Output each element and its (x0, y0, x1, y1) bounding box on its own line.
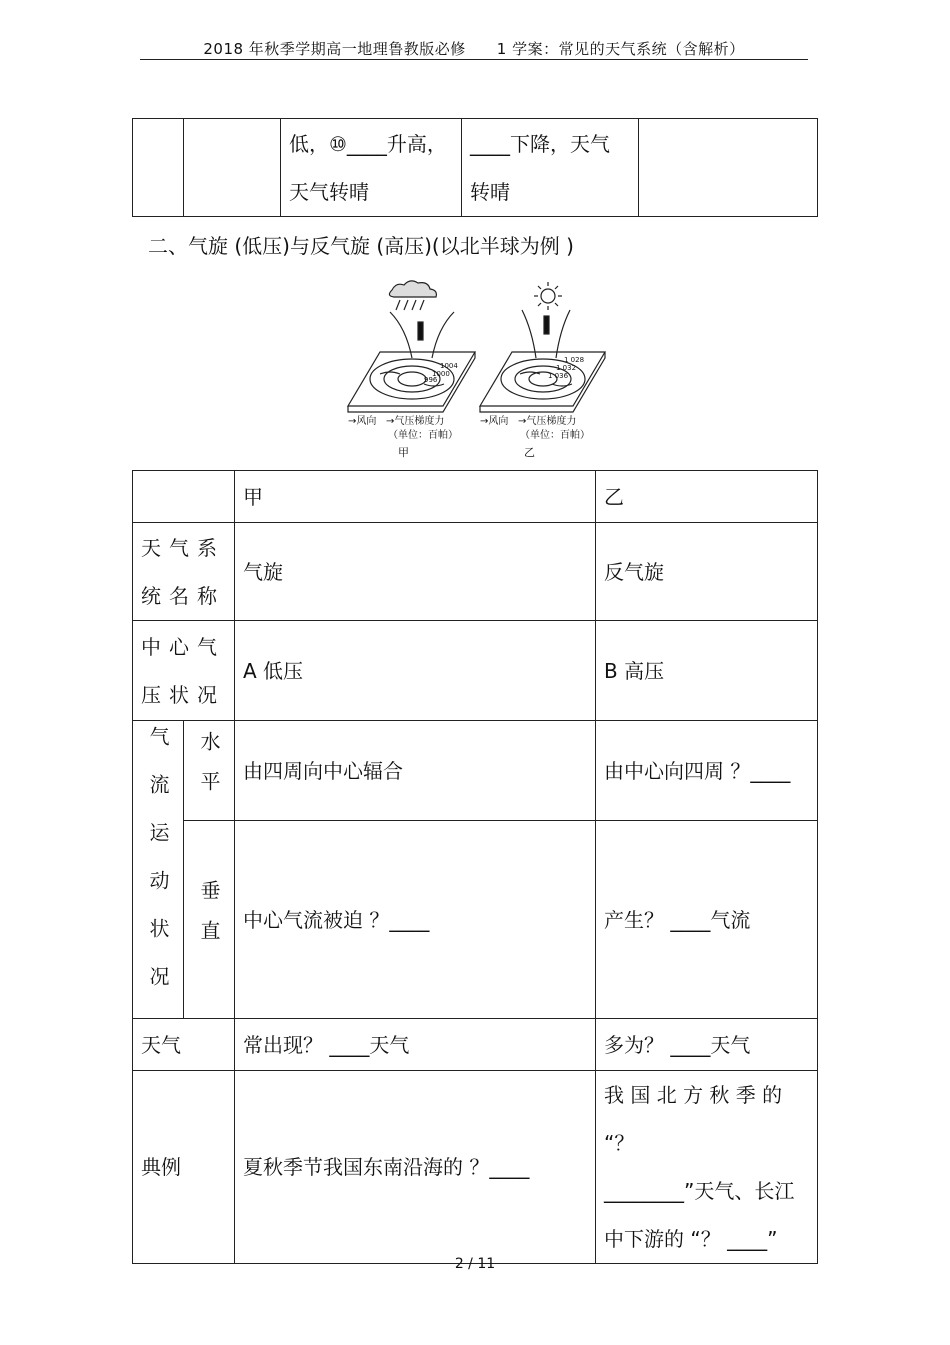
top-cell4-line1: ____下降，天气 (470, 131, 610, 156)
left-isobar-label-1: 1004 (440, 362, 458, 370)
row-cell-a: A 低压 (235, 621, 596, 721)
row-label: 天气系统名称 (133, 523, 235, 621)
example-b-line-1: 我 国 北 方 秋 季 的 “？ (604, 1083, 783, 1155)
left-upflow-arrow-1 (390, 312, 412, 358)
row-cell-a: 夏秋季节我国东南沿海的 ？____ (235, 1071, 596, 1264)
left-diagram (348, 281, 475, 412)
top-cell3-line2: 天气转晴 (289, 179, 369, 204)
right-downflow-arrow-2 (556, 310, 570, 358)
left-isobar-inner (398, 372, 426, 386)
example-b-line-3: 中下游的 “？ ____” (604, 1227, 778, 1251)
left-wind-arrow-1 (380, 372, 400, 374)
top-table-cell-3 (281, 119, 462, 217)
row-cell-b: 由中心向四周 ？____ (596, 721, 818, 821)
right-vertical-bar (544, 316, 549, 334)
right-isobar-label-1: 1 028 (564, 356, 585, 364)
page-header: 2018 年秋季学期高一地理鲁教版必修 1 学案：常见的天气系统（含解析） (203, 40, 745, 58)
right-legend-wind: →风向 (480, 416, 509, 427)
left-upflow-arrow-2 (432, 312, 454, 358)
row-cell-b: B 高压 (596, 621, 818, 721)
right-isobar-label-3: 1 036 (548, 372, 569, 380)
right-isobar-label-2: 1 032 (556, 364, 577, 372)
left-vertical-bar (418, 322, 423, 340)
rain-cloud-icon (389, 281, 436, 310)
top-table-fragment (132, 118, 818, 217)
row-label-airflow: 气流运动状况 (133, 721, 184, 1019)
row-cell-a: 气旋 (235, 523, 596, 621)
left-isobar-label-2: 1000 (432, 370, 450, 378)
left-plane (348, 352, 475, 406)
right-plane (480, 352, 605, 406)
right-legend-gradient: →气压梯度力 (518, 416, 577, 427)
right-legend-unit: （单位：百帕） (520, 430, 590, 441)
top-table-cell-1 (133, 119, 184, 217)
comparison-table (132, 470, 818, 1264)
row-sublabel-vertical: 垂直 (184, 821, 235, 1019)
page-number: 2 / 11 (454, 1256, 496, 1272)
row-label: 中心气压状况 (133, 621, 235, 721)
row-cell-a: 中心气流被迫 ？____ (235, 821, 596, 1019)
header-col-a: 甲 (235, 471, 596, 523)
top-cell4-line2: 转晴 (470, 179, 510, 204)
section-title: 二、气旋 (低压)与反气旋 (高压)(以北半球为例 ) (148, 234, 574, 258)
row-label: 典例 (133, 1071, 235, 1264)
left-legend-gradient: →气压梯度力 (386, 416, 445, 427)
row-cell-b: 产生？ ____气流 (596, 821, 818, 1019)
example-b-line-2: ________”天气、长江 (604, 1179, 795, 1203)
row-cell-b: 多为？ ____天气 (596, 1019, 818, 1071)
left-plane-edge (348, 352, 475, 412)
row-label: 天气 (133, 1019, 235, 1071)
cyclone-anticyclone-figure (340, 278, 610, 460)
right-diagram-label: 乙 (524, 446, 535, 459)
left-legend-wind: →风向 (348, 416, 377, 427)
row-sublabel-horizontal: 水平 (184, 721, 235, 821)
right-plane-edge (480, 352, 605, 412)
row-cell-a: 由四周向中心辐合 (235, 721, 596, 821)
left-wind-arrow-2 (424, 384, 444, 386)
sun-icon (534, 282, 562, 310)
right-downflow-arrow-1 (522, 310, 536, 358)
top-cell3-line1: 低，⑩____升高， (289, 131, 447, 156)
left-legend-unit: （单位：百帕） (388, 430, 458, 441)
right-diagram (480, 282, 605, 412)
row-cell-b-multiline (596, 1071, 818, 1264)
row-cell-b: 反气旋 (596, 523, 818, 621)
header-rule (140, 59, 808, 60)
top-table-cell-5 (639, 119, 818, 217)
left-isobar-label-3: 996 (424, 376, 438, 384)
left-diagram-label: 甲 (398, 446, 409, 459)
row-cell-a: 常出现？ ____天气 (235, 1019, 596, 1071)
header-blank (133, 471, 235, 523)
header-col-b: 乙 (596, 471, 818, 523)
top-table-cell-2 (184, 119, 281, 217)
top-table-cell-4 (462, 119, 639, 217)
